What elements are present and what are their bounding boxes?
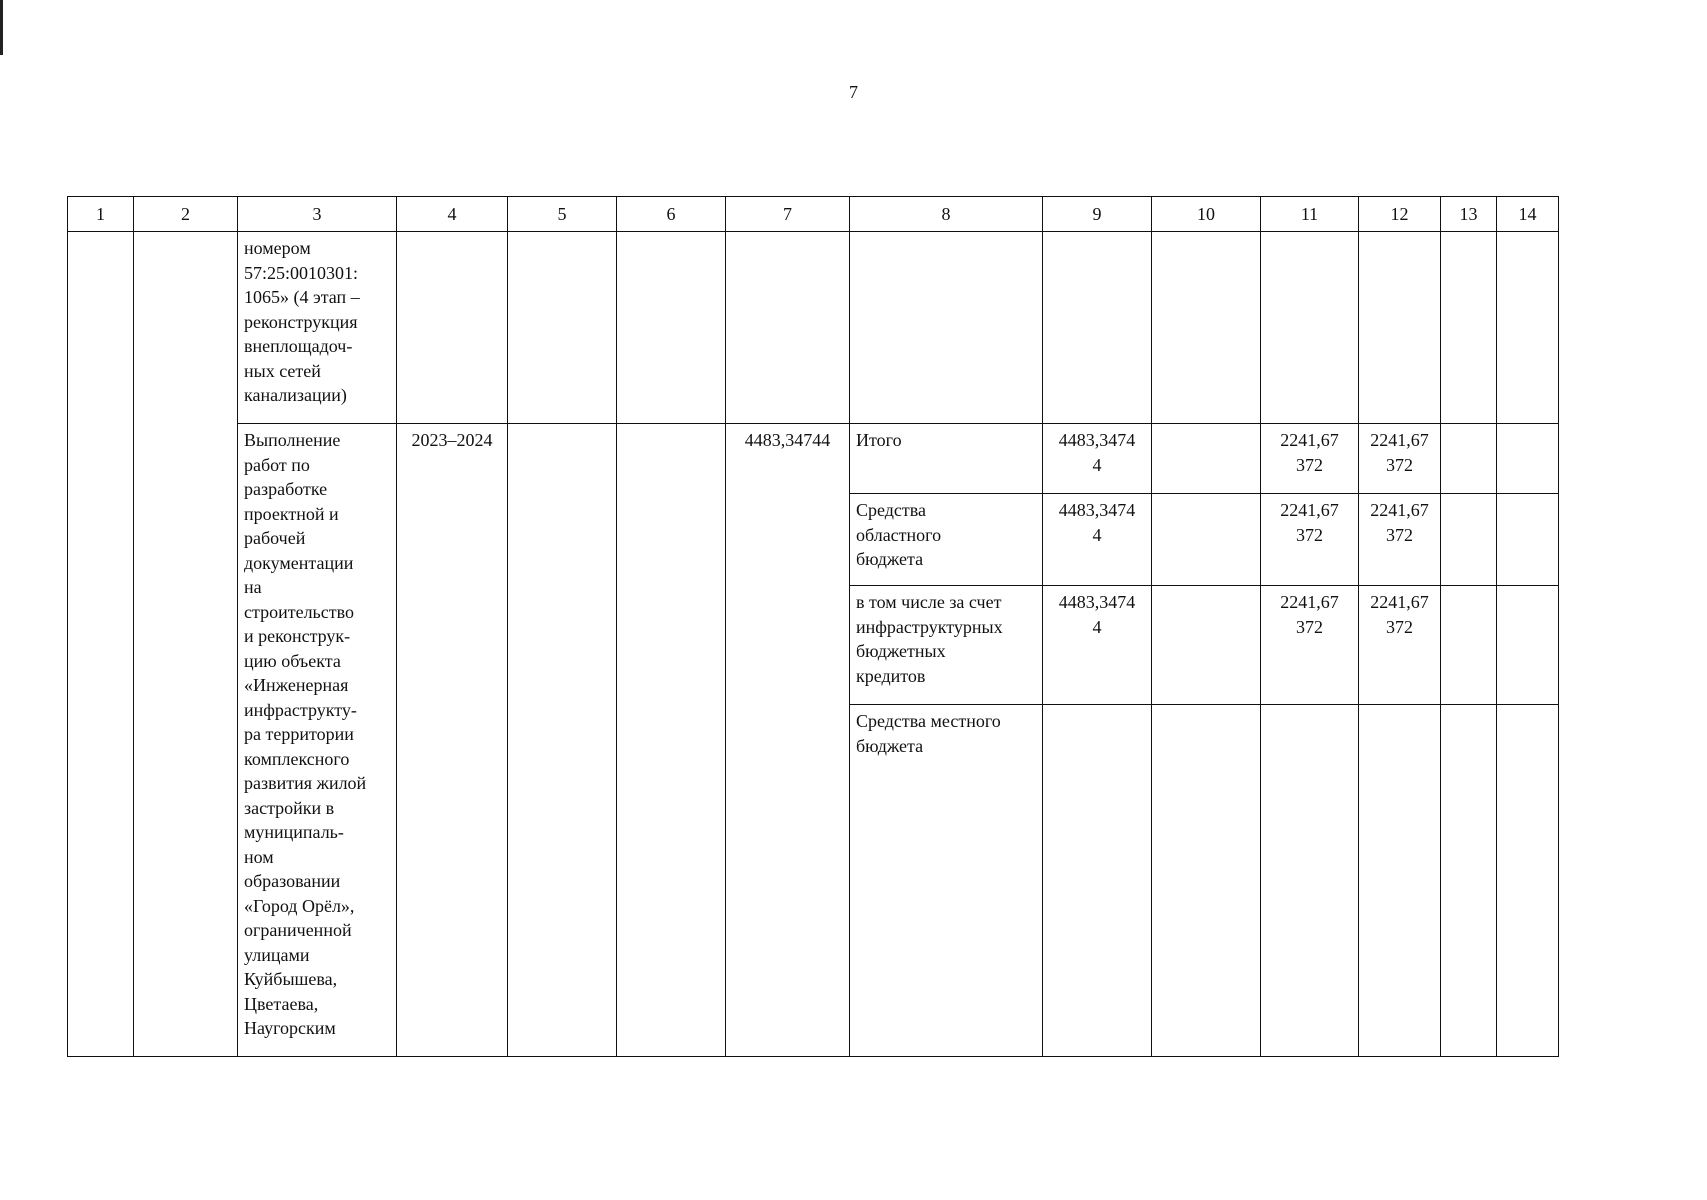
cell-col11: 2241,67 372 [1261,424,1359,494]
header-cell: 11 [1261,197,1359,232]
header-cell: 7 [726,197,850,232]
header-cell: 12 [1359,197,1441,232]
cell-col10 [1152,424,1261,494]
cell-col11 [1261,705,1359,1057]
cell-col12: 2241,67 372 [1359,494,1441,586]
cell-col13 [1441,705,1497,1057]
empty-cell [1261,232,1359,424]
cell-col12: 2241,67 372 [1359,586,1441,705]
header-cell: 14 [1497,197,1559,232]
header-cell: 5 [508,197,617,232]
empty-cell [1043,232,1152,424]
header-cell: 6 [617,197,726,232]
header-cell: 3 [238,197,397,232]
empty-cell [850,232,1043,424]
empty-cell [617,232,726,424]
header-cell: 13 [1441,197,1497,232]
page-number: 7 [849,82,858,102]
table-row-continued [68,232,1559,424]
cell-col10 [1152,586,1261,705]
empty-cell [397,232,508,424]
cell-source: Итого [850,424,1043,494]
cell-col13 [1441,586,1497,705]
cell-total-cost: 4483,34744 [726,424,850,1057]
cell-col11: 2241,67 372 [1261,494,1359,586]
header-cell: 10 [1152,197,1261,232]
cell-period: 2023–2024 [397,424,508,1057]
page-edge-line [0,0,3,55]
cell-col14 [1497,586,1559,705]
header-cell: 4 [397,197,508,232]
header-cell: 1 [68,197,134,232]
cell-col9: 4483,3474 4 [1043,424,1152,494]
cell-col9: 4483,3474 4 [1043,586,1152,705]
header-cell: 2 [134,197,238,232]
cell-col2 [134,232,238,1057]
empty-cell [508,232,617,424]
cell-col10 [1152,494,1261,586]
header-cell: 9 [1043,197,1152,232]
cell-source: Средства областного бюджета [850,494,1043,586]
cell-col11: 2241,67 372 [1261,586,1359,705]
cell-col12 [1359,705,1441,1057]
cell-object-name-continued: номером 57:25:0010301: 1065» (4 этап – реконструкция внеплощадоч- ных сетей канализации) [238,232,397,424]
cell-col10 [1152,705,1261,1057]
table-row [68,424,1559,494]
cell-col9 [1043,705,1152,1057]
cell-col13 [1441,494,1497,586]
cell-source: Средства местного бюджета [850,705,1043,1057]
empty-cell [726,232,850,424]
cell-col14 [1497,705,1559,1057]
cell-source: в том числе за счет инфраструктурных бюджетных кредитов [850,586,1043,705]
empty-cell [1497,232,1559,424]
cell-col14 [1497,424,1559,494]
header-cell: 8 [850,197,1043,232]
cell-col14 [1497,494,1559,586]
empty-cell [1441,232,1497,424]
cell-work-description: Выполнение работ по разработке проектной и рабочей документации на строительство и реконструк- цию объекта «Инженерная инфраструкту- ра территории комплексного развития жилой застройки в муниципаль- ном образовании «Город Орёл», ограниченной улицами Куйбышева, Цветаева, Наугорским [238,424,397,1057]
cell-col12: 2241,67 372 [1359,424,1441,494]
header-row [68,197,1559,232]
empty-cell [1359,232,1441,424]
cell-col9: 4483,3474 4 [1043,494,1152,586]
cell-col13 [1441,424,1497,494]
empty-cell [617,424,726,1057]
cell-col1 [68,232,134,1057]
empty-cell [1152,232,1261,424]
budget-table [67,196,1559,1057]
empty-cell [508,424,617,1057]
